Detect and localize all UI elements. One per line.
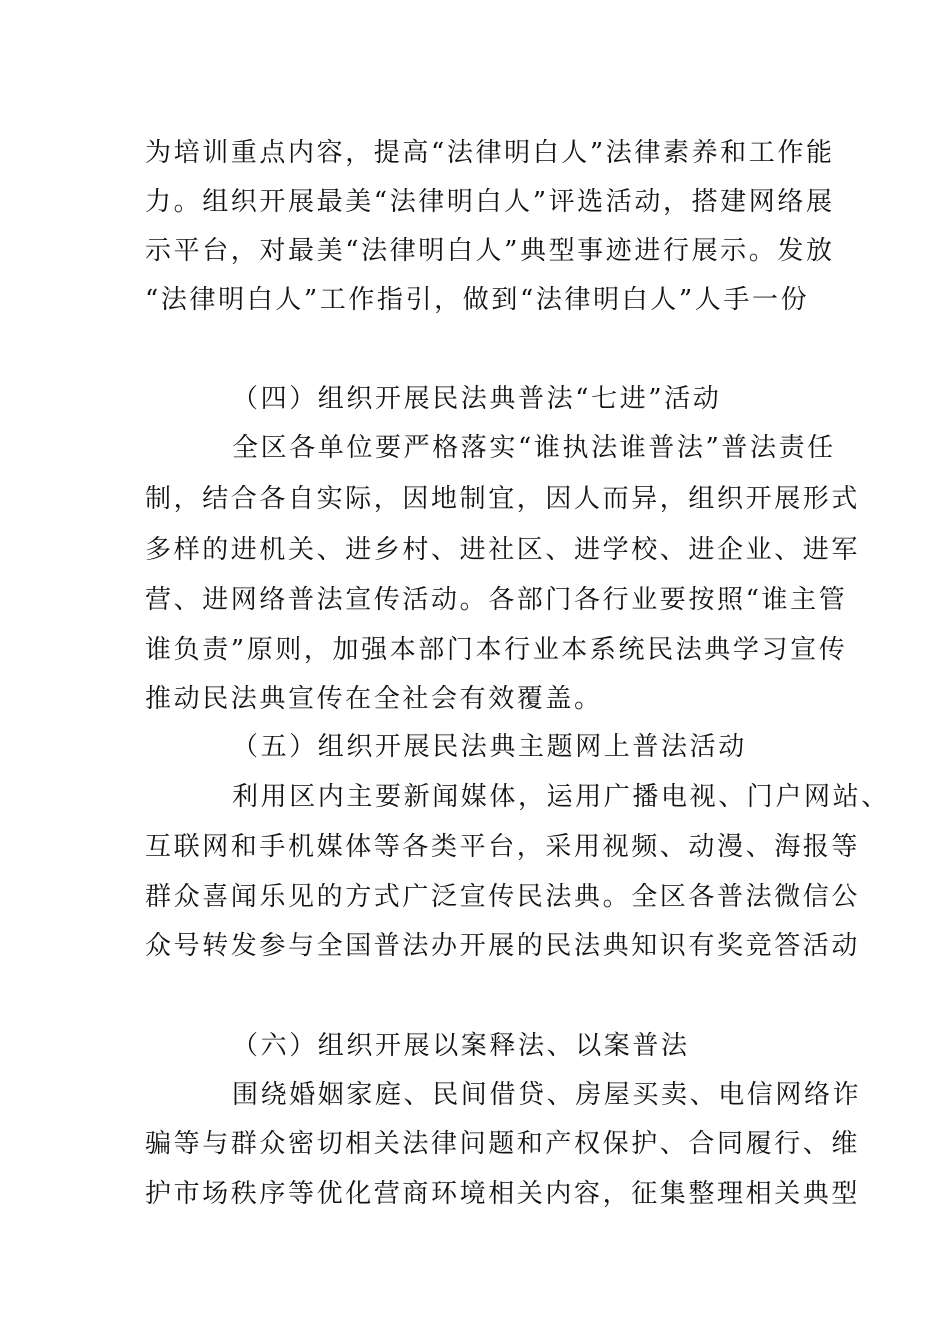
paragraph-line: 全区各单位要严格落实“谁执法谁普法”普法责任 [232, 433, 836, 463]
paragraph-line: 谁负责”原则，加强本部门本行业本系统民法典学习宣传 [145, 635, 848, 665]
section-heading-5: （五）组织开展民法典主题网上普法活动 [232, 732, 747, 762]
section-heading-6: （六）组织开展以案释法、以案普法 [232, 1031, 690, 1061]
paragraph-line: 利用区内主要新闻媒体，运用广播电视、门户网站、 [232, 782, 890, 812]
paragraph-line: 多样的进机关、进乡村、进社区、进学校、进企业、进军 [145, 535, 861, 565]
paragraph-line: 互联网和手机媒体等各类平台，采用视频、动漫、海报等 [145, 832, 861, 862]
paragraph-line: 推动民法典宣传在全社会有效覆盖。 [145, 684, 603, 714]
paragraph-line: 群众喜闻乐见的方式广泛宣传民法典。全区各普法微信公 [145, 882, 861, 912]
paragraph-line: 营、进网络普法宣传活动。各部门各行业要按照“谁主管 [145, 585, 848, 615]
paragraph-line: 护市场秩序等优化营商环境相关内容，征集整理相关典型 [145, 1179, 861, 1209]
paragraph-line: 骗等与群众密切相关法律问题和产权保护、合同履行、维 [145, 1129, 861, 1159]
paragraph-line: 为培训重点内容，提高“法律明白人”法律素养和工作能 [145, 138, 835, 168]
paragraph-line: 制，结合各自实际，因地制宜，因人而异，组织开展形式 [145, 484, 861, 514]
paragraph-line: “法律明白人”工作指引，做到“法律明白人”人手一份 [145, 285, 810, 315]
paragraph-line: 围绕婚姻家庭、民间借贷、房屋买卖、电信网络诈 [232, 1080, 862, 1110]
section-heading-4: （四）组织开展民法典普法“七进”活动 [232, 384, 722, 414]
paragraph-line: 示平台，对最美“法律明白人”典型事迹进行展示。发放 [145, 236, 835, 266]
paragraph-line: 众号转发参与全国普法办开展的民法典知识有奖竞答活动 [145, 931, 861, 961]
paragraph-line: 力。组织开展最美“法律明白人”评选活动，搭建网络展 [145, 187, 835, 217]
